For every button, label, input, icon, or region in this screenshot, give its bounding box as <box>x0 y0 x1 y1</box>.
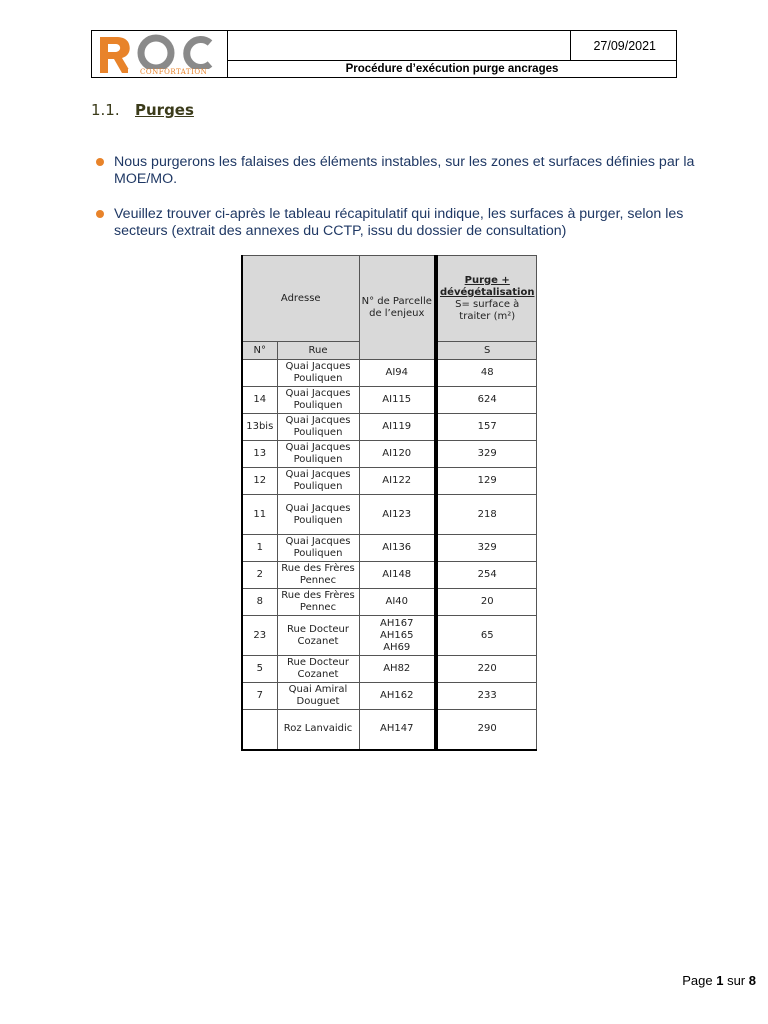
cell-num: 13 <box>242 441 277 468</box>
date-cell <box>228 31 676 61</box>
page-total: 8 <box>748 973 756 988</box>
table-row <box>242 683 537 710</box>
header-parcelle: N° de Parcelle de l’enjeux <box>359 256 436 360</box>
page-separator: sur <box>727 973 746 988</box>
cell-rue: Rue Docteur Cozanet <box>277 656 359 683</box>
document-date: 27/09/2021 <box>593 39 656 53</box>
cell-num: 13bis <box>242 414 277 441</box>
header-s: S <box>436 342 537 360</box>
cell-rue: Quai Jacques Pouliquen <box>277 387 359 414</box>
bullet-icon <box>96 210 104 218</box>
cell-parcelle: AH147 <box>359 710 436 750</box>
cell-surface: 48 <box>436 360 537 387</box>
table-row <box>242 360 537 387</box>
cell-rue: Quai Jacques Pouliquen <box>277 360 359 387</box>
page-prefix: Page <box>682 973 713 988</box>
cell-num: 12 <box>242 468 277 495</box>
table-row <box>242 441 537 468</box>
header-num: N° <box>242 342 277 360</box>
table-row <box>242 387 537 414</box>
cell-rue: Quai Jacques Pouliquen <box>277 495 359 535</box>
cell-surface: 20 <box>436 589 537 616</box>
cell-rue: Quai Jacques Pouliquen <box>277 535 359 562</box>
company-logo <box>92 31 228 77</box>
table-row <box>242 589 537 616</box>
document-header <box>91 30 677 78</box>
cell-parcelle: AH82 <box>359 656 436 683</box>
cell-rue: Quai Jacques Pouliquen <box>277 414 359 441</box>
cell-rue: Roz Lanvaidic <box>277 710 359 750</box>
section-title: Purges <box>135 101 194 119</box>
bullet-icon <box>96 158 104 166</box>
cell-surface: 129 <box>436 468 537 495</box>
cell-surface: 290 <box>436 710 537 750</box>
header-adresse: Adresse <box>242 256 359 342</box>
cell-num <box>242 360 277 387</box>
cell-num: 8 <box>242 589 277 616</box>
cell-parcelle: AH162 <box>359 683 436 710</box>
cell-num: 1 <box>242 535 277 562</box>
cell-num: 2 <box>242 562 277 589</box>
cell-parcelle: AI120 <box>359 441 436 468</box>
bullet-text-1: Nous purgerons les falaises des éléments instables, sur les zones et surfaces définies par la MOE/MO. <box>114 154 695 187</box>
cell-num: 14 <box>242 387 277 414</box>
cell-surface: 220 <box>436 656 537 683</box>
cell-surface: 329 <box>436 535 537 562</box>
bullet-text-2: Veuillez trouver ci-après le tableau récapitulatif qui indique, les surfaces à purger, selon les secteurs (extrait des annexes du CCTP, issu du dossier de consultation) <box>114 206 684 239</box>
header-purge <box>436 256 537 342</box>
table-row <box>242 656 537 683</box>
logo-subtitle: CONFORTATION <box>140 68 208 76</box>
table-row <box>242 414 537 441</box>
page-footer <box>682 973 756 988</box>
table-row <box>242 495 537 535</box>
table-row <box>242 710 537 750</box>
purge-surfaces-table <box>241 255 537 751</box>
cell-parcelle: AI122 <box>359 468 436 495</box>
cell-surface: 157 <box>436 414 537 441</box>
cell-parcelle: AH167 AH165 AH69 <box>359 616 436 656</box>
cell-rue: Quai Amiral Douguet <box>277 683 359 710</box>
cell-parcelle: AI119 <box>359 414 436 441</box>
cell-rue: Rue des Frères Pennec <box>277 589 359 616</box>
cell-parcelle: AI148 <box>359 562 436 589</box>
cell-surface: 65 <box>436 616 537 656</box>
cell-surface: 329 <box>436 441 537 468</box>
cell-num: 7 <box>242 683 277 710</box>
table-row <box>242 535 537 562</box>
cell-num <box>242 710 277 750</box>
cell-surface: 624 <box>436 387 537 414</box>
cell-surface: 233 <box>436 683 537 710</box>
header-rue: Rue <box>277 342 359 360</box>
cell-rue: Rue Docteur Cozanet <box>277 616 359 656</box>
cell-num: 11 <box>242 495 277 535</box>
header-purge-subtitle: S= surface à traiter (m²) <box>455 298 520 322</box>
table-row <box>242 468 537 495</box>
cell-parcelle: AI136 <box>359 535 436 562</box>
cell-surface: 218 <box>436 495 537 535</box>
cell-num: 23 <box>242 616 277 656</box>
date-divider <box>570 31 571 61</box>
header-purge-title: Purge + dévégétalisation <box>440 274 535 298</box>
table-row <box>242 562 537 589</box>
cell-parcelle: AI123 <box>359 495 436 535</box>
cell-parcelle: AI40 <box>359 589 436 616</box>
cell-rue: Rue des Frères Pennec <box>277 562 359 589</box>
cell-rue: Quai Jacques Pouliquen <box>277 441 359 468</box>
cell-num: 5 <box>242 656 277 683</box>
section-number: 1.1. <box>91 101 120 119</box>
cell-rue: Quai Jacques Pouliquen <box>277 468 359 495</box>
page-current: 1 <box>716 973 724 988</box>
table-row <box>242 616 537 656</box>
cell-parcelle: AI94 <box>359 360 436 387</box>
document-title: Procédure d’exécution purge ancrages <box>345 63 559 75</box>
cell-parcelle: AI115 <box>359 387 436 414</box>
cell-surface: 254 <box>436 562 537 589</box>
